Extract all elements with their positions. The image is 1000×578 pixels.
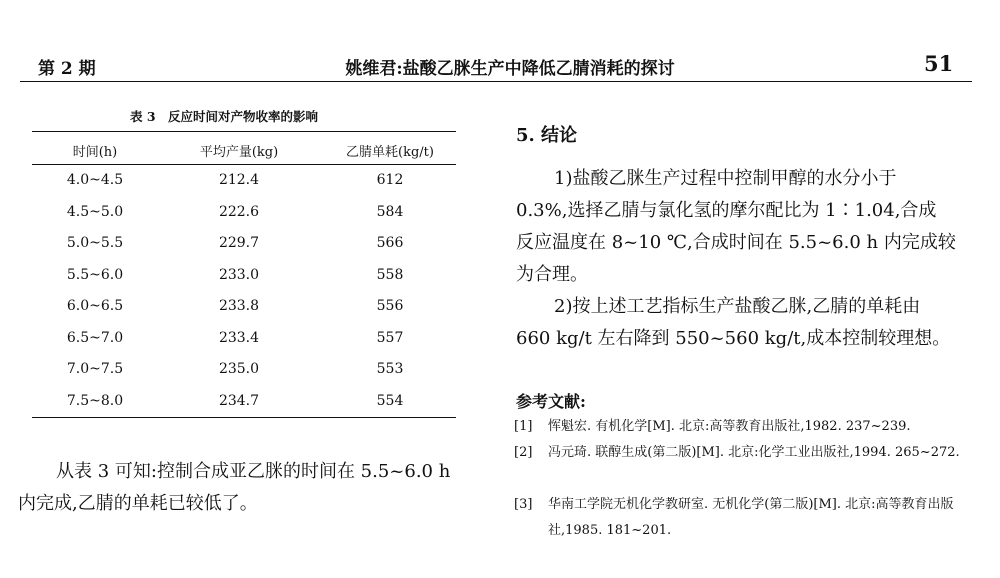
table-header-rule xyxy=(32,164,456,165)
table-cell-yield: 212.4 xyxy=(218,172,260,188)
table-cell-time: 5.0~5.5 xyxy=(66,235,124,251)
paragraph-line: 2)按上述工艺指标生产盐酸乙脒,乙腈的单耗由 xyxy=(554,296,921,317)
paragraph-line: 0.3%,选择乙腈与氯化氢的摩尔配比为 1∶1.04,合成 xyxy=(516,200,937,221)
table-top-rule xyxy=(32,131,456,132)
paragraph-line: 为合理。 xyxy=(516,264,588,285)
reference-text: 恽魁宏. 有机化学[M]. 北京:高等教育出版社,1982. 237~239. xyxy=(548,419,911,434)
paragraph-line: 从表 3 可知:控制合成亚乙脒的时间在 5.5~6.0 h xyxy=(56,461,451,482)
section-title: 5. 结论 xyxy=(516,125,578,146)
page-number: 51 xyxy=(924,51,954,76)
table-cell-consumption: 553 xyxy=(376,361,404,377)
table-cell-consumption: 556 xyxy=(376,298,404,314)
reference-number: [2] xyxy=(514,445,533,460)
reference-text: 冯元琦. 联醇生成(第二版)[M]. 北京:化学工业出版社,1994. 265~272. xyxy=(548,445,960,460)
table-cell-time: 5.5~6.0 xyxy=(66,266,124,283)
reference-number: [1] xyxy=(514,419,533,434)
table-cell-time: 7.5~8.0 xyxy=(66,392,124,409)
references-title: 参考文献: xyxy=(516,392,586,411)
paragraph-line: 内完成,乙腈的单耗已较低了。 xyxy=(18,493,258,514)
reference-item xyxy=(514,492,976,544)
column-header-time: 时间(h) xyxy=(72,145,118,160)
paragraph-line: 1)盐酸乙脒生产过程中控制甲醇的水分小于 xyxy=(554,168,897,189)
table-cell-time: 4.5~5.0 xyxy=(66,203,124,220)
table-cell-time: 6.0~6.5 xyxy=(66,298,124,314)
running-title: 姚维君:盐酸乙脒生产中降低乙腈消耗的探讨 xyxy=(345,59,675,79)
table-cell-consumption: 612 xyxy=(376,172,404,188)
table-cell-yield: 233.8 xyxy=(218,298,260,314)
table-caption: 表 3 反应时间对产物收率的影响 xyxy=(130,109,319,124)
table-cell-yield: 229.7 xyxy=(218,235,260,251)
column-header-consumption: 乙腈单耗(kg/t) xyxy=(346,145,434,160)
reference-item xyxy=(514,440,976,492)
table-cell-time: 6.5~7.0 xyxy=(66,329,124,346)
table-cell-consumption: 554 xyxy=(376,392,404,409)
table-cell-yield: 235.0 xyxy=(218,361,260,377)
reference-number: [3] xyxy=(514,497,533,512)
table-cell-consumption: 584 xyxy=(376,203,404,220)
header-rule xyxy=(20,81,972,82)
conclusion-paragraph-1 xyxy=(516,163,976,291)
issue-label: 第 2 期 xyxy=(38,59,96,79)
body-paragraph-left xyxy=(18,456,488,520)
paragraph-line: 660 kg/t 左右降到 550~560 kg/t,成本控制较理想。 xyxy=(516,328,951,349)
table-cell-yield: 233.0 xyxy=(218,266,260,283)
table-cell-yield: 233.4 xyxy=(218,329,260,346)
conclusion-paragraph-2 xyxy=(516,291,976,355)
table-cell-yield: 222.6 xyxy=(218,203,260,220)
table-cell-yield: 234.7 xyxy=(218,392,260,409)
table-cell-time: 4.0~4.5 xyxy=(66,172,124,188)
reference-text: 华南工学院无机化学教研室. 无机化学(第二版)[M]. 北京:高等教育出版社,1985. 181~201. xyxy=(548,497,954,538)
table-bottom-rule xyxy=(32,417,456,418)
column-header-yield: 平均产量(kg) xyxy=(199,145,279,160)
table-cell-consumption: 566 xyxy=(376,235,404,251)
table-cell-consumption: 557 xyxy=(376,329,404,346)
paragraph-line: 反应温度在 8~10 ℃,合成时间在 5.5~6.0 h 内完成较 xyxy=(516,232,956,253)
table-cell-consumption: 558 xyxy=(376,266,404,283)
table-cell-time: 7.0~7.5 xyxy=(66,361,124,377)
reference-item xyxy=(514,414,976,440)
